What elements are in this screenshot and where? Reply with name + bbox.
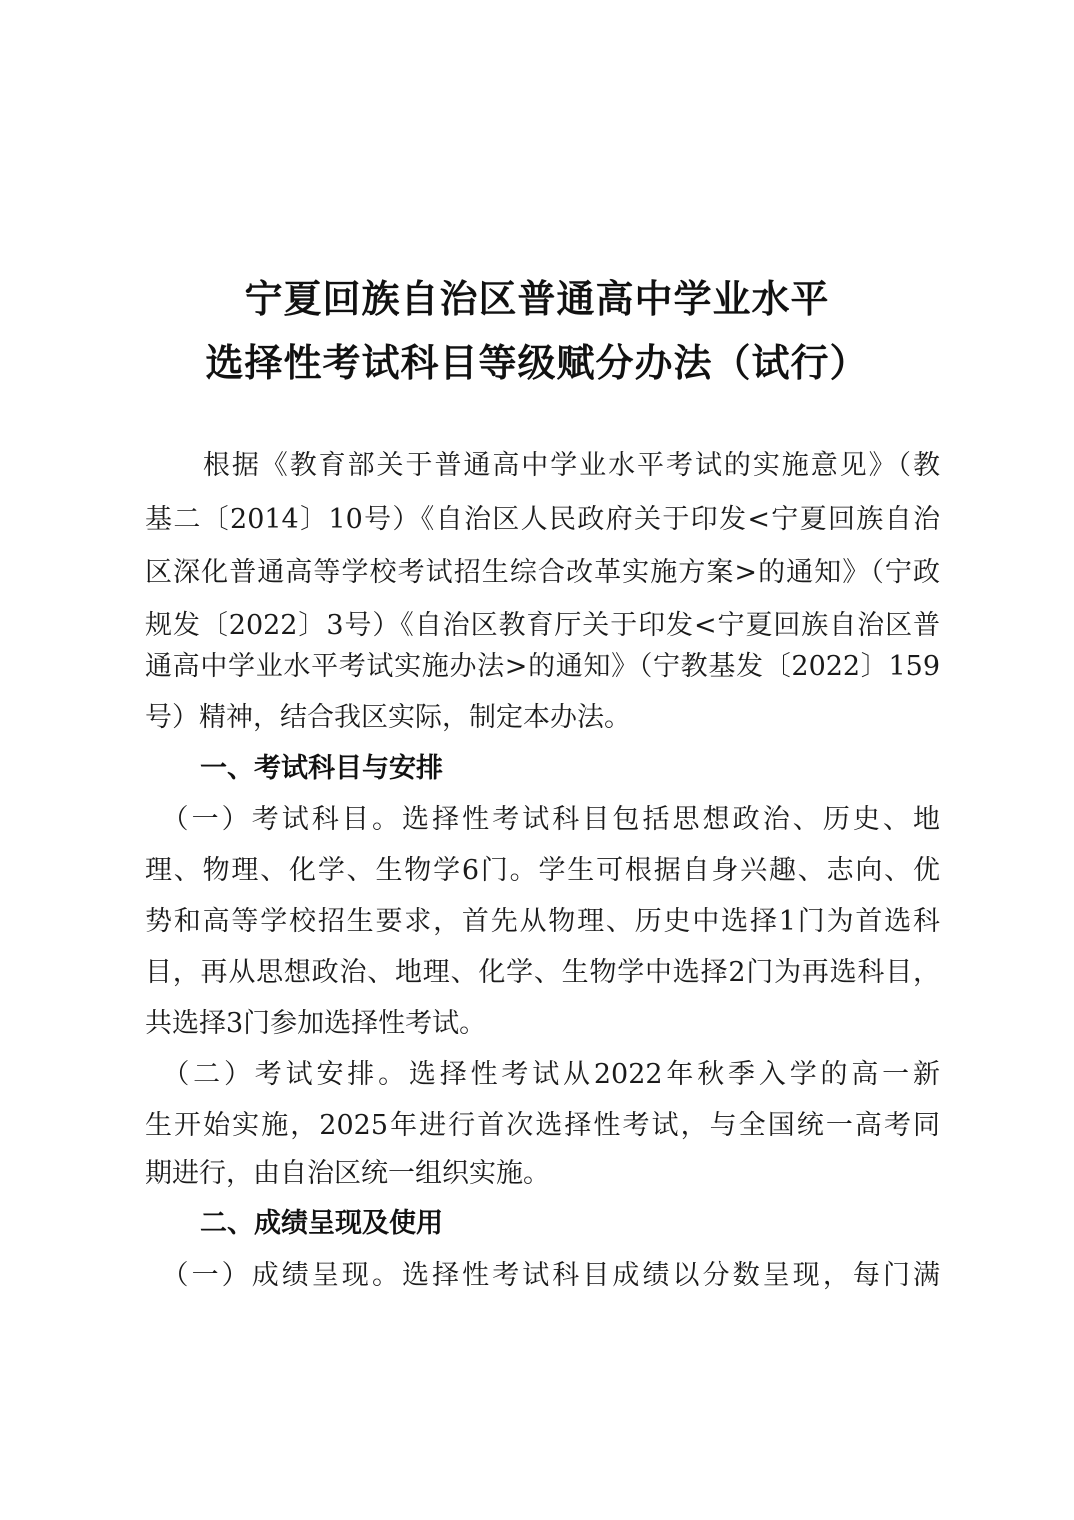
text-line: 共选择3门参加选择性考试。 [145,1008,487,1039]
document-title-line-2: 选择性考试科目等级赋分办法（试行） [205,340,869,385]
text-line: 规发〔2022〕3号）《自治区教育厅关于印发<宁夏回族自治区普 [145,610,940,641]
text-line: 通高中学业水平考试实施办法>的通知》（宁教基发〔2022〕159 [145,651,940,682]
text-line: 区深化普通高等学校考试招生综合改革实施方案>的通知》（宁政 [145,557,940,588]
text-line: 理、物理、化学、生物学6门。学生可根据自身兴趣、志向、优 [145,855,940,886]
text-line: 基二〔2014〕10号）《自治区人民政府关于印发<宁夏回族自治 [145,504,940,535]
section-heading-2: 二、成绩呈现及使用 [200,1208,443,1239]
text-line: 生开始实施，2025年进行首次选择性考试，与全国统一高考同 [145,1110,940,1141]
section-heading-1: 一、考试科目与安排 [200,753,443,784]
document-title-line-1: 宁夏回族自治区普通高中学业水平 [244,276,830,321]
text-line: 号）精神，结合我区实际，制定本办法。 [145,702,631,733]
text-line: 目，再从思想政治、地理、化学、生物学中选择2门为再选科目， [145,957,940,988]
text-line: 期进行，由自治区统一组织实施。 [145,1158,550,1189]
text-line: （一）考试科目。选择性考试科目包括思想政治、历史、地 [145,804,940,835]
text-line: 势和高等学校招生要求，首先从物理、历史中选择1门为首选科 [145,906,940,937]
text-line: （二）考试安排。选择性考试从2022年秋季入学的高一新 [145,1059,940,1090]
text-line: 根据《教育部关于普通高中学业水平考试的实施意见》（教 [145,450,940,481]
text-line: （一）成绩呈现。选择性考试科目成绩以分数呈现，每门满 [145,1260,940,1291]
